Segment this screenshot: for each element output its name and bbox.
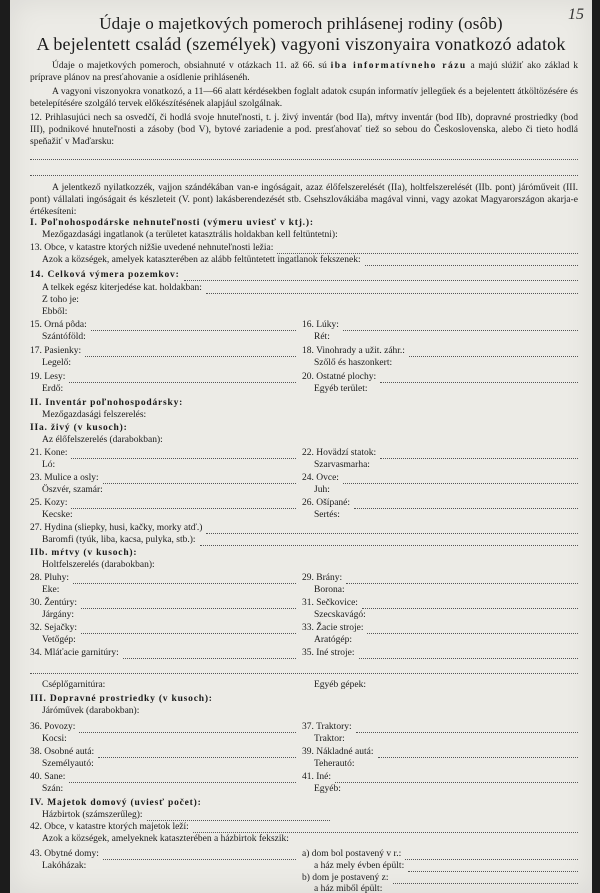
field-28[interactable]: 28. Pluhy:	[30, 573, 296, 584]
field-43a-hu[interactable]: a ház mely évben épült:	[302, 861, 578, 872]
label-of-which: Z toho je:	[42, 295, 79, 305]
field-30-hu: Járgány:	[42, 610, 75, 620]
field-36[interactable]: 36. Povozy:	[30, 722, 296, 733]
field-37-hu: Traktor:	[314, 734, 345, 744]
field-16[interactable]: 16. Lúky:	[302, 320, 578, 331]
field-29[interactable]: 29. Brány:	[302, 573, 578, 584]
section-2-header-hu: Mezőgazdasági felszerelés:	[42, 410, 147, 420]
field-18-hu: Szőlő és haszonkert:	[314, 358, 393, 368]
field-31-hu: Szecskavágó:	[314, 610, 366, 620]
field-41-hu: Egyéb:	[314, 784, 341, 794]
intro-paragraph-slovak	[30, 60, 578, 84]
field-30[interactable]: 30. Žentúry:	[30, 598, 296, 609]
title-slovak: Údaje o majetkových pomeroch prihlásenej rodiny (osôb)	[99, 14, 503, 33]
field-39[interactable]: 39. Nákladné autá:	[302, 747, 578, 758]
field-23-hu: Öszvér, szamár:	[42, 485, 103, 495]
field-43b[interactable]: b) dom je postavený z:	[302, 873, 578, 884]
section-2a-header-hu: Az élőfelszerelés (darabokban):	[42, 435, 163, 445]
field-27[interactable]: 27. Hydina (sliepky, husi, kačky, morky atď.)	[30, 523, 578, 534]
section-1-header: I. Poľnohospodárske nehnuteľnosti (výmeru uviesť v ktj.):	[30, 218, 314, 228]
field-21-hu: Ló:	[42, 460, 56, 470]
field-37[interactable]: 37. Traktory:	[302, 722, 578, 733]
question-12-hungarian: A jelentkező nyilatkozzék, vajjon szándékában van-e ingóságait, azaz élőfelszerelését (IIa), holtfelszerelését (IIb. pont) járóműveit (III. pont) vállalati ingóságait és készleteit (V. pont) lakásberendezését stb. Csehszlovákiába magával vinni, vagy azokat Magyarországon akarja-e értékesíteni:	[30, 183, 578, 217]
field-19[interactable]: 19. Lesy:	[30, 372, 296, 383]
field-26-hu: Sertés:	[314, 510, 340, 520]
field-24-hu: Juh:	[314, 485, 330, 495]
field-35[interactable]: 35. Iné stroje:	[302, 648, 578, 659]
field-42-hu: Azok a községek, amelyeknek kataszterében a házbirtok fekszik:	[42, 834, 289, 844]
answer-line[interactable]	[30, 174, 578, 176]
field-35-hu: Egyéb gépek:	[314, 680, 366, 690]
field-40-hu: Szán:	[42, 784, 64, 794]
field-18[interactable]: 18. Vinohrady a užit. záhr.:	[302, 346, 578, 357]
intro-emphasis: iba informatívneho rázu	[330, 61, 467, 71]
field-13[interactable]: 13. Obce, v katastre ktorých nižšie uvedené nehnuteľnosti ležia:	[30, 243, 578, 254]
field-23[interactable]: 23. Mulice a osly:	[30, 473, 296, 484]
field-22[interactable]: 22. Hovädzí statok:	[302, 448, 578, 459]
section-2-header: II. Inventár poľnohospodársky:	[30, 398, 184, 408]
field-32-hu: Vetőgép:	[42, 635, 76, 645]
section-3-header-hu: Járóművek (darabokban):	[42, 706, 140, 716]
question-12-slovak: 12. Prihlasujúci nech sa osvedčí, či hodlá svoje hnuteľnosti, t. j. živý inventár (bod IIa), mŕtvy inventár (bod IIb), dopravné prostriedky (bod III), podnikové hnuteľnosti a zásoby (bod V), bytové zariadenie a pod. presťahovať tiež so sebou do Československa, alebo či tieto hodlá speňažiť v Maďarsku:	[30, 113, 578, 147]
field-38[interactable]: 38. Osobné autá:	[30, 747, 296, 758]
field-33-hu: Aratógép:	[314, 635, 352, 645]
field-25[interactable]: 25. Kozy:	[30, 498, 296, 509]
section-2b-header-hu: Holtfelszerelés (darabokban):	[42, 560, 155, 570]
field-34-hu: Cséplőgarnitúra:	[42, 680, 106, 690]
field-43a[interactable]: a) dom bol postavený v r.:	[302, 849, 578, 860]
field-29-hu: Borona:	[314, 585, 345, 595]
field-20-hu: Egyéb terület:	[314, 384, 368, 394]
field-32[interactable]: 32. Sejačky:	[30, 623, 296, 634]
field-17-hu: Legelő:	[42, 358, 72, 368]
answer-line[interactable]	[30, 672, 578, 674]
answer-line[interactable]	[30, 158, 578, 160]
field-16-hu: Rét:	[314, 332, 330, 342]
field-14[interactable]: 14. Celková výmera pozemkov:	[30, 270, 578, 281]
form-page	[10, 0, 592, 893]
intro-paragraph-hungarian: A vagyoni viszonyokra vonatkozó, a 11—66 alatt kérdésekben foglalt adatok csupán informatív jellegűek és a bejelentett átköltözésére és betelepítésére szolgáló tervek előkészítésének alapjául szolgálnak.	[30, 87, 578, 109]
field-22-hu: Szarvasmarha:	[314, 460, 370, 470]
intro-text-a: Údaje o majetkových pomeroch, obsiahnuté v otázkach 11. až 66. sú	[52, 61, 331, 71]
field-17[interactable]: 17. Pasienky:	[30, 346, 296, 357]
field-39-hu: Teherautó:	[314, 759, 355, 769]
field-24[interactable]: 24. Ovce:	[302, 473, 578, 484]
field-20[interactable]: 20. Ostatné plochy:	[302, 372, 578, 383]
field-25-hu: Kecske:	[42, 510, 73, 520]
section-4-header: IV. Majetok domový (uviesť počet):	[30, 798, 202, 808]
field-27-hu[interactable]: Baromfi (tyúk, liba, kacsa, pulyka, stb.):	[30, 535, 578, 546]
field-36-hu: Kocsi:	[42, 734, 67, 744]
page-number: 15	[568, 6, 584, 23]
field-40[interactable]: 40. Sane:	[30, 772, 296, 783]
section-3-header: III. Dopravné prostriedky (v kusoch):	[30, 694, 213, 704]
intro-text-c: a majú slúžiť ako základ k príprave plánov na presťahovanie a osídlenie prihlásenéh.	[30, 61, 579, 83]
field-43b-hu[interactable]: a ház miből épült:	[302, 884, 578, 893]
field-42[interactable]: 42. Obce, v katastre ktorých majetok leží:	[30, 822, 578, 833]
field-38-hu: Személyautó:	[42, 759, 94, 769]
field-31[interactable]: 31. Sečkovice:	[302, 598, 578, 609]
section-1-header-hu: Mezőgazdasági ingatlanok (a területet katasztrális holdakban kell feltüntetni):	[42, 230, 338, 240]
section-4-header-hu[interactable]: Házbirtok (számszerűleg):	[30, 810, 330, 821]
field-33[interactable]: 33. Žacie stroje:	[302, 623, 578, 634]
field-15[interactable]: 15. Orná pôda:	[30, 320, 296, 331]
field-41[interactable]: 41. Iné:	[302, 772, 578, 783]
field-43[interactable]: 43. Obytné domy:	[30, 849, 296, 860]
field-19-hu: Erdő:	[42, 384, 64, 394]
field-21[interactable]: 21. Kone:	[30, 448, 296, 459]
field-43-hu: Lakóházak:	[42, 861, 87, 871]
section-2b-header: IIb. mŕtvy (v kusoch):	[30, 548, 138, 558]
field-26[interactable]: 26. Ošípané:	[302, 498, 578, 509]
field-28-hu: Eke:	[42, 585, 60, 595]
field-13-hu[interactable]: Azok a községek, amelyek kataszterében az alább feltüntetett ingatlanok fekszenek:	[30, 255, 578, 266]
field-34[interactable]: 34. Mláťacie garnitúry:	[30, 648, 296, 659]
section-2a-header: IIa. živý (v kusoch):	[30, 423, 128, 433]
label-of-which-hu: Ebből:	[42, 307, 68, 317]
title-hungarian: A bejelentett család (személyek) vagyoni viszonyaira vonatkozó adatok	[36, 34, 566, 54]
field-15-hu: Szántóföld:	[42, 332, 86, 342]
field-14-hu[interactable]: A telkek egész kiterjedése kat. holdakban:	[30, 283, 578, 294]
